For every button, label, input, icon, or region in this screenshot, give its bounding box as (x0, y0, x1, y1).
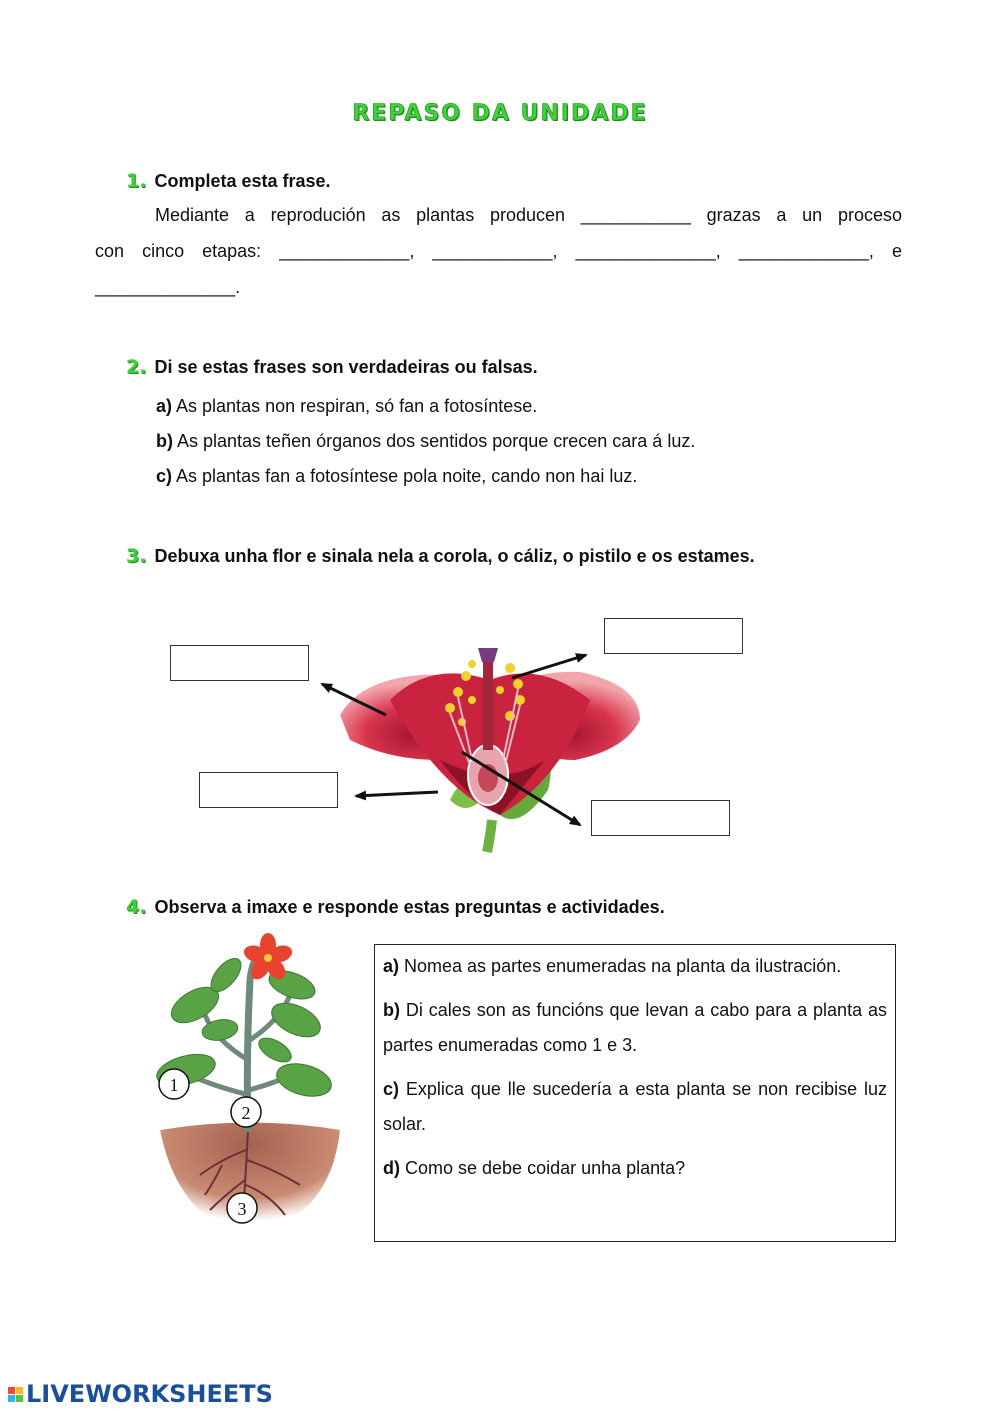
q1-line3: ______________. (95, 277, 241, 297)
q4-number: 4. (126, 896, 147, 918)
q2-item-c: c) As plantas fan a fotosíntese pola noite, cando non hai luz. (156, 466, 638, 486)
q4-questions-box (374, 944, 896, 1242)
plant-label-2: 2 (241, 1103, 251, 1123)
q4-item-b: b) Di cales son as funcións que levan a cabo para a planta as partes enumeradas como 1 e 3. (383, 1000, 887, 1055)
q2-heading: Di se estas frases son verdadeiras ou falsas. (154, 357, 538, 377)
logo-text: LIVEWORKSHEETS (26, 1380, 273, 1408)
q4-item-c: c) Explica que lle sucedería a esta planta se non recibise luz solar. (383, 1079, 887, 1134)
plant-label-1: 1 (169, 1075, 179, 1095)
q1-line1: Mediante a reprodución as plantas producen ___________ grazas a un proceso (155, 205, 902, 225)
q1-number: 1. (126, 170, 147, 192)
q3-number: 3. (126, 545, 147, 567)
q2-item-b: b) As plantas teñen órganos dos sentidos porque crecen cara á luz. (156, 431, 696, 451)
q3-heading: Debuxa unha flor e sinala nela a corola, o cáliz, o pistilo e os estames. (154, 546, 755, 566)
page-title: REPASO DA UNIDADE (352, 101, 648, 126)
logo-mark-icon (8, 1387, 23, 1402)
q1-line2: con cinco etapas: _____________, ____________, ______________, _____________, e (95, 241, 902, 261)
liveworksheets-logo (8, 1380, 273, 1408)
q4-item-a: a) Nomea as partes enumeradas na planta da ilustración. (383, 956, 842, 976)
q1-heading: Completa esta frase. (154, 171, 331, 191)
q4-item-d: d) Como se debe coidar unha planta? (383, 1158, 686, 1178)
q2-item-a: a) As plantas non respiran, só fan a fotosíntese. (156, 396, 538, 416)
q4-heading: Observa a imaxe e responde estas preguntas e actividades. (154, 897, 665, 917)
plant-label-3: 3 (237, 1199, 247, 1219)
q2-number: 2. (126, 356, 147, 378)
